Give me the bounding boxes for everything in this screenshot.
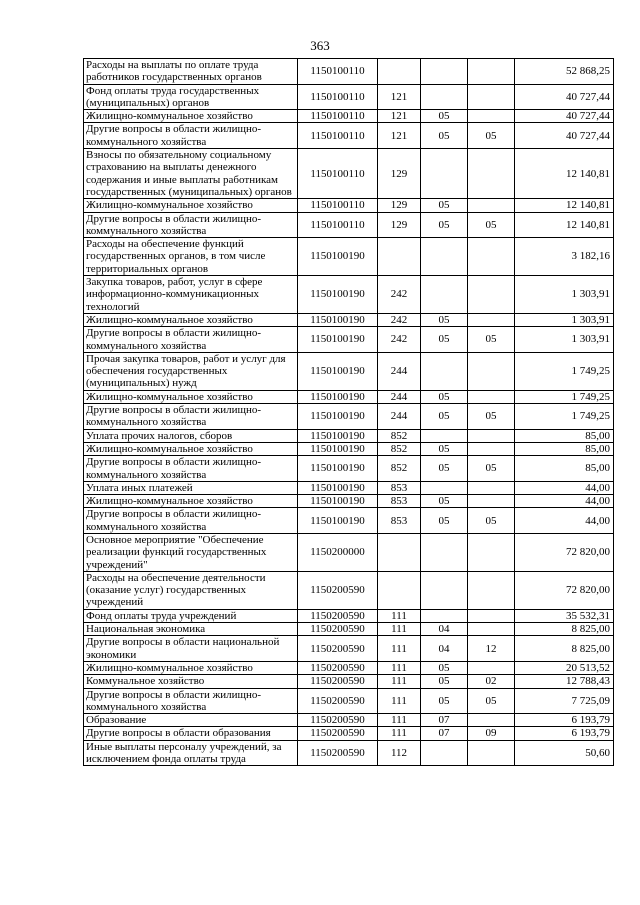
row-amount-cell: 7 725,09 <box>515 688 614 714</box>
row-target-code-cell: 1150100190 <box>298 429 378 442</box>
row-subsection-cell: 05 <box>468 327 515 353</box>
row-amount-cell: 44,00 <box>515 481 614 494</box>
row-section-cell: 05 <box>421 199 468 212</box>
row-amount-cell: 85,00 <box>515 429 614 442</box>
row-amount-cell: 52 868,25 <box>515 59 614 85</box>
row-amount-cell: 1 749,25 <box>515 404 614 430</box>
row-section-cell: 05 <box>421 442 468 455</box>
table-row <box>84 199 614 212</box>
row-amount-cell: 1 749,25 <box>515 352 614 390</box>
row-expense-type-cell: 242 <box>378 327 421 353</box>
row-target-code-cell: 1150200590 <box>298 571 378 609</box>
table-row <box>84 714 614 727</box>
table-row <box>84 675 614 688</box>
row-section-cell <box>421 429 468 442</box>
row-section-cell: 05 <box>421 327 468 353</box>
table-row <box>84 571 614 609</box>
row-name-cell: Другие вопросы в области национальной экономики <box>84 636 298 662</box>
row-name-cell: Жилищно-коммунальное хозяйство <box>84 199 298 212</box>
row-subsection-cell: 05 <box>468 212 515 238</box>
row-subsection-cell <box>468 313 515 326</box>
row-name-cell: Закупка товаров, работ, услуг в сфере информационно-коммуникационных технологий <box>84 276 298 314</box>
row-amount-cell: 85,00 <box>515 442 614 455</box>
table-row <box>84 533 614 571</box>
row-section-cell: 05 <box>421 456 468 482</box>
table-row <box>84 404 614 430</box>
row-section-cell <box>421 276 468 314</box>
row-subsection-cell <box>468 495 515 508</box>
row-target-code-cell: 1150100190 <box>298 313 378 326</box>
row-section-cell: 05 <box>421 123 468 149</box>
row-section-cell: 04 <box>421 636 468 662</box>
row-subsection-cell <box>468 276 515 314</box>
table-row <box>84 481 614 494</box>
row-name-cell: Расходы на обеспечение деятельности (оказание услуг) государственных учреждений <box>84 571 298 609</box>
row-section-cell: 05 <box>421 110 468 123</box>
row-name-cell: Жилищно-коммунальное хозяйство <box>84 110 298 123</box>
row-amount-cell: 20 513,52 <box>515 661 614 674</box>
row-section-cell: 05 <box>421 495 468 508</box>
row-subsection-cell <box>468 740 515 766</box>
row-name-cell: Основное мероприятие "Обеспечение реализации функций государственных учреждений" <box>84 533 298 571</box>
row-name-cell: Уплата прочих налогов, сборов <box>84 429 298 442</box>
row-section-cell <box>421 238 468 276</box>
row-section-cell <box>421 609 468 622</box>
table-row <box>84 636 614 662</box>
table-row <box>84 238 614 276</box>
row-expense-type-cell: 244 <box>378 390 421 403</box>
row-expense-type-cell <box>378 59 421 85</box>
row-name-cell: Уплата иных платежей <box>84 481 298 494</box>
row-section-cell <box>421 84 468 110</box>
budget-table <box>83 58 614 766</box>
row-expense-type-cell: 111 <box>378 623 421 636</box>
table-row <box>84 740 614 766</box>
table-row <box>84 508 614 534</box>
row-subsection-cell: 05 <box>468 508 515 534</box>
row-section-cell: 07 <box>421 714 468 727</box>
row-section-cell: 04 <box>421 623 468 636</box>
table-row <box>84 661 614 674</box>
row-expense-type-cell: 242 <box>378 276 421 314</box>
row-name-cell: Расходы на выплаты по оплате труда работников государственных органов <box>84 59 298 85</box>
row-subsection-cell <box>468 429 515 442</box>
table-row <box>84 456 614 482</box>
row-target-code-cell: 1150200000 <box>298 533 378 571</box>
row-name-cell: Жилищно-коммунальное хозяйство <box>84 661 298 674</box>
row-target-code-cell: 1150100110 <box>298 59 378 85</box>
row-name-cell: Другие вопросы в области жилищно-коммунального хозяйства <box>84 212 298 238</box>
row-amount-cell: 8 825,00 <box>515 623 614 636</box>
table-row <box>84 149 614 199</box>
row-expense-type-cell: 852 <box>378 442 421 455</box>
row-subsection-cell <box>468 442 515 455</box>
row-name-cell: Другие вопросы в области жилищно-коммунального хозяйства <box>84 456 298 482</box>
row-amount-cell: 50,60 <box>515 740 614 766</box>
page-number: 363 <box>310 38 330 53</box>
row-subsection-cell <box>468 352 515 390</box>
row-subsection-cell <box>468 661 515 674</box>
row-subsection-cell <box>468 571 515 609</box>
table-row <box>84 727 614 740</box>
row-target-code-cell: 1150100190 <box>298 456 378 482</box>
table-row <box>84 327 614 353</box>
row-target-code-cell: 1150200590 <box>298 714 378 727</box>
row-subsection-cell <box>468 199 515 212</box>
row-target-code-cell: 1150100190 <box>298 508 378 534</box>
row-subsection-cell <box>468 110 515 123</box>
table-row <box>84 688 614 714</box>
table-row <box>84 623 614 636</box>
row-name-cell: Расходы на обеспечение функций государственных органов, в том числе территориальных органов <box>84 238 298 276</box>
row-expense-type-cell: 852 <box>378 456 421 482</box>
row-target-code-cell: 1150100110 <box>298 110 378 123</box>
row-subsection-cell <box>468 714 515 727</box>
row-expense-type-cell: 111 <box>378 661 421 674</box>
row-amount-cell: 72 820,00 <box>515 533 614 571</box>
row-section-cell: 05 <box>421 508 468 534</box>
table-row <box>84 110 614 123</box>
row-target-code-cell: 1150100110 <box>298 149 378 199</box>
row-amount-cell: 40 727,44 <box>515 84 614 110</box>
row-amount-cell: 44,00 <box>515 508 614 534</box>
row-name-cell: Другие вопросы в области жилищно-коммунального хозяйства <box>84 123 298 149</box>
row-target-code-cell: 1150100190 <box>298 390 378 403</box>
row-expense-type-cell: 129 <box>378 199 421 212</box>
row-target-code-cell: 1150100110 <box>298 199 378 212</box>
row-target-code-cell: 1150200590 <box>298 675 378 688</box>
row-amount-cell: 1 303,91 <box>515 327 614 353</box>
row-expense-type-cell: 112 <box>378 740 421 766</box>
row-name-cell: Фонд оплаты труда учреждений <box>84 609 298 622</box>
row-section-cell <box>421 149 468 199</box>
row-name-cell: Прочая закупка товаров, работ и услуг для обеспечения государственных (муниципальных) нужд <box>84 352 298 390</box>
row-target-code-cell: 1150100110 <box>298 123 378 149</box>
table-row <box>84 442 614 455</box>
row-amount-cell: 12 140,81 <box>515 149 614 199</box>
row-expense-type-cell: 121 <box>378 84 421 110</box>
row-expense-type-cell: 244 <box>378 352 421 390</box>
table-row <box>84 84 614 110</box>
row-amount-cell: 3 182,16 <box>515 238 614 276</box>
row-section-cell: 07 <box>421 727 468 740</box>
row-target-code-cell: 1150100190 <box>298 495 378 508</box>
row-expense-type-cell: 111 <box>378 688 421 714</box>
row-section-cell: 05 <box>421 390 468 403</box>
row-subsection-cell <box>468 481 515 494</box>
row-subsection-cell: 05 <box>468 688 515 714</box>
row-name-cell: Другие вопросы в области образования <box>84 727 298 740</box>
row-expense-type-cell: 121 <box>378 110 421 123</box>
row-subsection-cell <box>468 533 515 571</box>
row-target-code-cell: 1150200590 <box>298 609 378 622</box>
row-target-code-cell: 1150100190 <box>298 404 378 430</box>
row-section-cell: 05 <box>421 404 468 430</box>
row-subsection-cell <box>468 238 515 276</box>
row-section-cell: 05 <box>421 688 468 714</box>
row-expense-type-cell: 129 <box>378 212 421 238</box>
row-amount-cell: 12 788,43 <box>515 675 614 688</box>
row-target-code-cell: 1150200590 <box>298 740 378 766</box>
row-amount-cell: 6 193,79 <box>515 727 614 740</box>
row-section-cell: 05 <box>421 212 468 238</box>
row-amount-cell: 40 727,44 <box>515 123 614 149</box>
row-expense-type-cell <box>378 571 421 609</box>
row-expense-type-cell: 111 <box>378 675 421 688</box>
row-name-cell: Коммунальное хозяйство <box>84 675 298 688</box>
row-amount-cell: 6 193,79 <box>515 714 614 727</box>
row-section-cell <box>421 740 468 766</box>
row-expense-type-cell: 853 <box>378 495 421 508</box>
table-row <box>84 313 614 326</box>
row-name-cell: Другие вопросы в области жилищно-коммунального хозяйства <box>84 688 298 714</box>
table-row <box>84 609 614 622</box>
table-row <box>84 390 614 403</box>
budget-table-body <box>84 59 614 766</box>
row-expense-type-cell: 111 <box>378 609 421 622</box>
row-amount-cell: 8 825,00 <box>515 636 614 662</box>
row-expense-type-cell: 111 <box>378 727 421 740</box>
row-target-code-cell: 1150200590 <box>298 727 378 740</box>
row-section-cell <box>421 481 468 494</box>
table-row <box>84 212 614 238</box>
row-expense-type-cell <box>378 238 421 276</box>
table-row <box>84 429 614 442</box>
row-section-cell <box>421 533 468 571</box>
row-section-cell <box>421 571 468 609</box>
row-expense-type-cell <box>378 533 421 571</box>
row-amount-cell: 1 303,91 <box>515 276 614 314</box>
row-subsection-cell <box>468 609 515 622</box>
row-section-cell <box>421 59 468 85</box>
row-expense-type-cell: 111 <box>378 636 421 662</box>
row-subsection-cell: 09 <box>468 727 515 740</box>
row-subsection-cell <box>468 149 515 199</box>
row-name-cell: Другие вопросы в области жилищно-коммунального хозяйства <box>84 508 298 534</box>
row-expense-type-cell: 121 <box>378 123 421 149</box>
row-expense-type-cell: 111 <box>378 714 421 727</box>
row-amount-cell: 12 140,81 <box>515 199 614 212</box>
row-amount-cell: 44,00 <box>515 495 614 508</box>
row-subsection-cell: 02 <box>468 675 515 688</box>
row-subsection-cell: 05 <box>468 404 515 430</box>
row-expense-type-cell: 853 <box>378 508 421 534</box>
row-target-code-cell: 1150100190 <box>298 238 378 276</box>
row-name-cell: Взносы по обязательному социальному страхованию на выплаты денежного содержания и иные выплаты работникам государственных (муниципальных) органов <box>84 149 298 199</box>
row-section-cell: 05 <box>421 661 468 674</box>
row-target-code-cell: 1150200590 <box>298 623 378 636</box>
row-amount-cell: 12 140,81 <box>515 212 614 238</box>
row-subsection-cell <box>468 623 515 636</box>
table-row <box>84 276 614 314</box>
row-target-code-cell: 1150200590 <box>298 661 378 674</box>
table-row <box>84 59 614 85</box>
row-subsection-cell <box>468 59 515 85</box>
row-target-code-cell: 1150100110 <box>298 84 378 110</box>
row-target-code-cell: 1150100190 <box>298 327 378 353</box>
row-expense-type-cell: 852 <box>378 429 421 442</box>
row-subsection-cell <box>468 84 515 110</box>
row-name-cell: Жилищно-коммунальное хозяйство <box>84 390 298 403</box>
table-row <box>84 123 614 149</box>
row-expense-type-cell: 242 <box>378 313 421 326</box>
row-name-cell: Иные выплаты персоналу учреждений, за исключением фонда оплаты труда <box>84 740 298 766</box>
row-subsection-cell <box>468 390 515 403</box>
row-amount-cell: 85,00 <box>515 456 614 482</box>
row-target-code-cell: 1150100190 <box>298 481 378 494</box>
row-subsection-cell: 12 <box>468 636 515 662</box>
row-section-cell: 05 <box>421 675 468 688</box>
row-target-code-cell: 1150100190 <box>298 352 378 390</box>
row-amount-cell: 40 727,44 <box>515 110 614 123</box>
row-section-cell <box>421 352 468 390</box>
row-name-cell: Фонд оплаты труда государственных (муниципальных) органов <box>84 84 298 110</box>
row-amount-cell: 35 532,31 <box>515 609 614 622</box>
row-target-code-cell: 1150100190 <box>298 442 378 455</box>
row-name-cell: Другие вопросы в области жилищно-коммунального хозяйства <box>84 327 298 353</box>
row-amount-cell: 72 820,00 <box>515 571 614 609</box>
row-target-code-cell: 1150100110 <box>298 212 378 238</box>
table-row <box>84 495 614 508</box>
row-subsection-cell: 05 <box>468 456 515 482</box>
row-amount-cell: 1 749,25 <box>515 390 614 403</box>
row-name-cell: Жилищно-коммунальное хозяйство <box>84 442 298 455</box>
row-expense-type-cell: 129 <box>378 149 421 199</box>
row-amount-cell: 1 303,91 <box>515 313 614 326</box>
row-name-cell: Жилищно-коммунальное хозяйство <box>84 495 298 508</box>
row-name-cell: Национальная экономика <box>84 623 298 636</box>
row-section-cell: 05 <box>421 313 468 326</box>
row-name-cell: Другие вопросы в области жилищно-коммунального хозяйства <box>84 404 298 430</box>
row-expense-type-cell: 853 <box>378 481 421 494</box>
row-name-cell: Жилищно-коммунальное хозяйство <box>84 313 298 326</box>
row-target-code-cell: 1150200590 <box>298 688 378 714</box>
table-row <box>84 352 614 390</box>
row-subsection-cell: 05 <box>468 123 515 149</box>
row-expense-type-cell: 244 <box>378 404 421 430</box>
row-target-code-cell: 1150200590 <box>298 636 378 662</box>
row-name-cell: Образование <box>84 714 298 727</box>
row-target-code-cell: 1150100190 <box>298 276 378 314</box>
